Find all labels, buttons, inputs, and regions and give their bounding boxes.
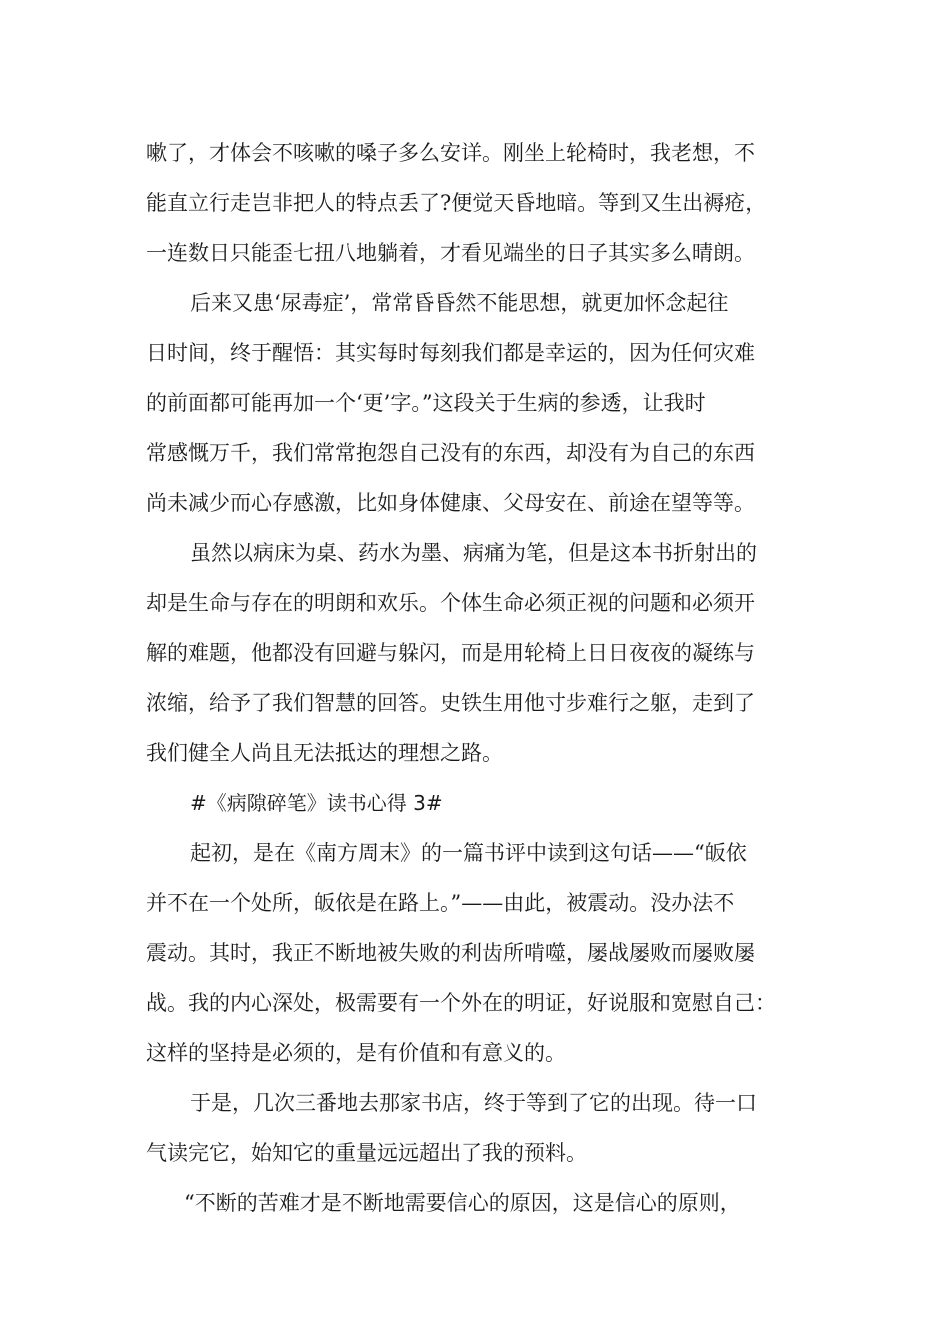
quote-line: “不断的苦难才是不断地需要信心的原因，这是信心的原则，	[184, 1191, 741, 1215]
text-line: 常感慨万千，我们常常抱怨自己没有的东西，却没有为自己的东西	[146, 441, 755, 465]
text-line: 却是生命与存在的明朗和欢乐。个体生命必须正视的问题和必须开	[146, 591, 755, 615]
paragraph-start-line: 起初，是在《南方周末》的一篇书评中读到这句话——“皈依	[190, 841, 747, 865]
text-line: 解的难题，他都没有回避与躲闪，而是用轮椅上日日夜夜的凝练与	[146, 641, 755, 665]
text-line: 浓缩，给予了我们智慧的回答。史铁生用他寸步难行之躯，走到了	[146, 691, 755, 715]
text-line: 尚未减少而心存感激，比如身体健康、父母安在、前途在望等等。	[146, 491, 755, 515]
text-line: 气读完它，始知它的重量远远超出了我的预料。	[146, 1141, 587, 1165]
paragraph-start-line: 于是，几次三番地去那家书店，终于等到了它的出现。待一口	[190, 1091, 757, 1115]
text-line: 这样的坚持是必须的，是有价值和有意义的。	[146, 1041, 566, 1065]
text-line: 我们健全人尚且无法抵达的理想之路。	[146, 741, 503, 765]
text-line: 日时间，终于醒悟：其实每时每刻我们都是幸运的，因为任何灾难	[146, 341, 755, 365]
paragraph-start-line: 虽然以病床为桌、药水为墨、病痛为笔，但是这本书折射出的	[190, 541, 757, 565]
text-line: 并不在一个处所，皈依是在路上。”——由此，被震动。没办法不	[146, 891, 735, 915]
paragraph-start-line: 后来又患‘尿毒症’，常常昏昏然不能思想，就更加怀念起往	[190, 291, 729, 315]
text-line: 嗽了，才体会不咳嗽的嗓子多么安详。刚坐上轮椅时，我老想，不	[146, 141, 755, 165]
text-line: 能直立行走岂非把人的特点丢了?便觉天昏地暗。等到又生出褥疮，	[146, 191, 767, 215]
section-heading: #《病隙碎笔》读书心得 3#	[190, 791, 443, 815]
text-line: 一连数日只能歪七扭八地躺着，才看见端坐的日子其实多么晴朗。	[146, 241, 755, 265]
text-line: 战。我的内心深处，极需要有一个外在的明证，好说服和宽慰自己：	[146, 991, 776, 1015]
text-line: 的前面都可能再加一个‘更’字。”这段关于生病的参透，让我时	[146, 391, 706, 415]
text-line: 震动。其时，我正不断地被失败的利齿所啃噬，屡战屡败而屡败屡	[146, 941, 755, 965]
